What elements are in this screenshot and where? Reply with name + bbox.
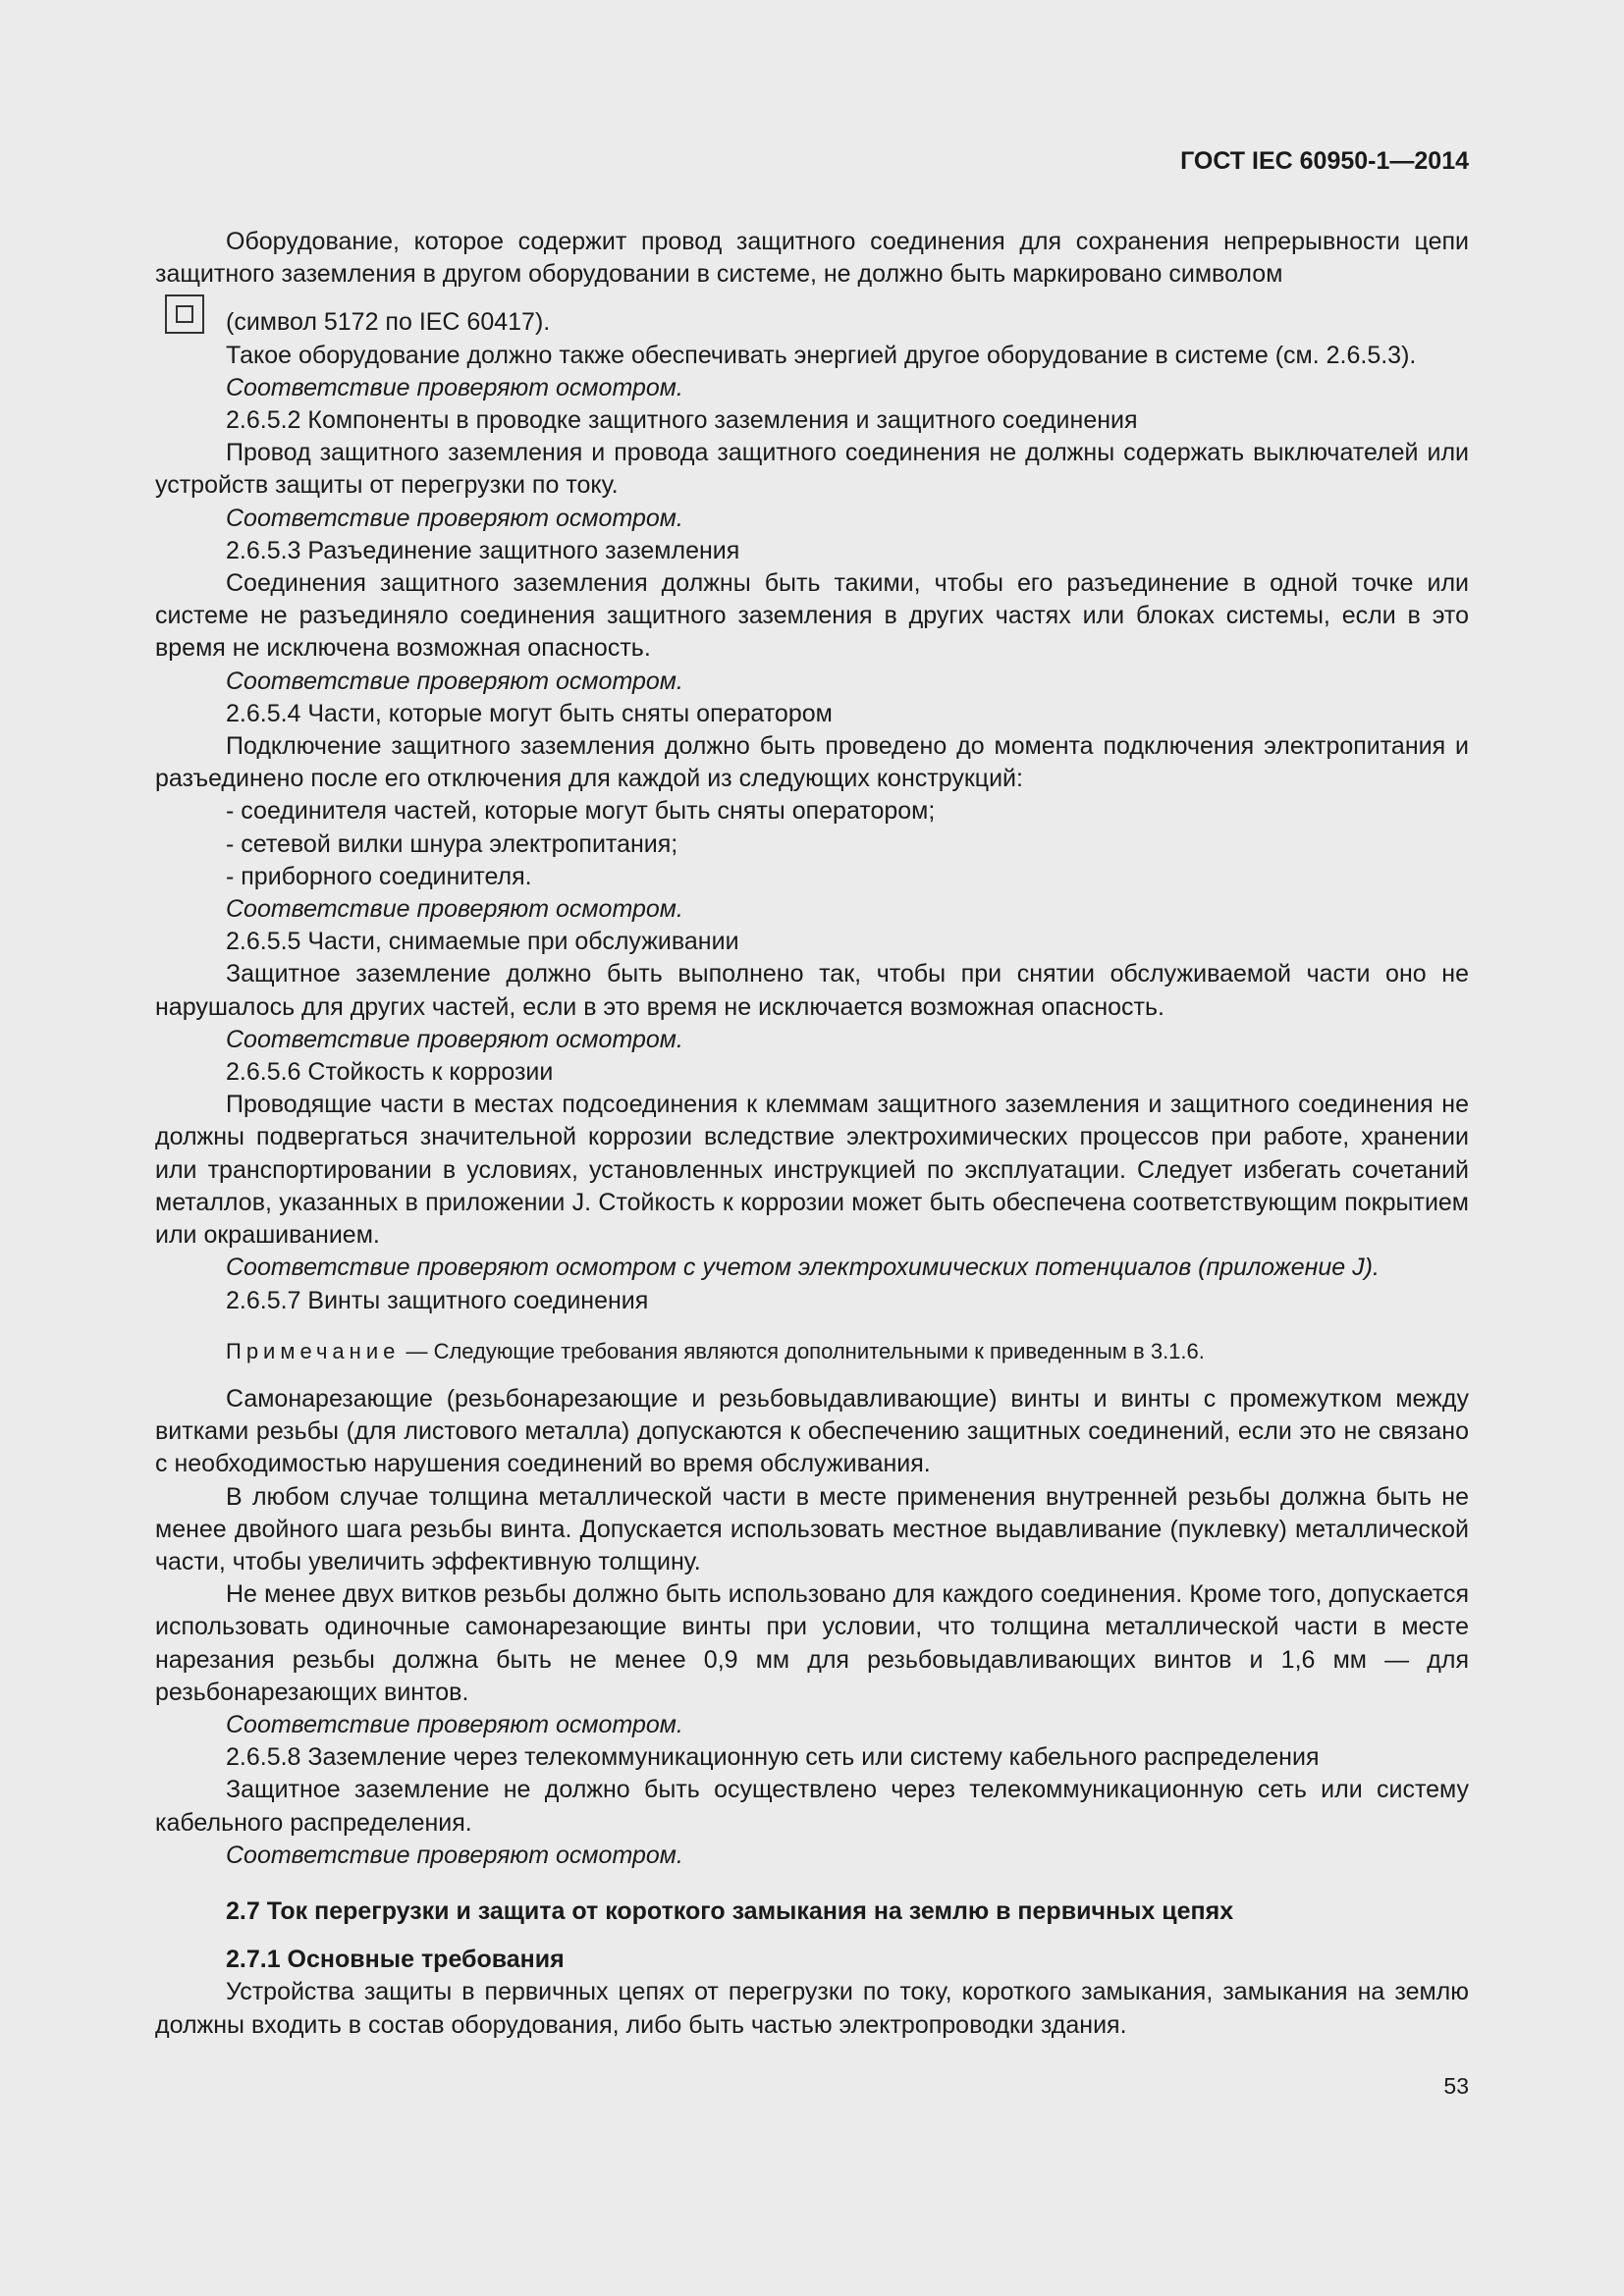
document-header: ГОСТ IEC 60950-1—2014: [1180, 147, 1469, 175]
section-heading: 2.6.5.6 Стойкость к коррозии: [226, 1058, 554, 1087]
paragraph: Подключение защитного заземления должно быть проведено до момента подключения электропитания и разъединено после его отключения для каждой из следующих конструкций:: [155, 732, 1469, 793]
note: [155, 1335, 1469, 1367]
paragraph: Защитное заземление должно быть выполнено так, чтобы при снятии обслуживаемой части оно не нарушалось для других частей, если в это время не исключается возможная опасность.: [155, 960, 1469, 1021]
list-item: - приборного соединителя.: [226, 862, 532, 890]
section-heading: 2.6.5.5 Части, снимаемые при обслуживании: [226, 928, 739, 956]
paragraph: Самонарезающие (резьбонарезающие и резьбовыдавливающие) винты и винты с промежутком между витками резьбы (для листового металла) допускаются к обеспечению защитных соединений, если это не связано с необходимостью нарушения соединений во время обслуживания.: [155, 1384, 1469, 1478]
paragraph: Провод защитного заземления и провода защитного соединения не должны содержать выключателей или устройств защиты от перегрузки по току.: [155, 439, 1469, 500]
list-item: - соединителя частей, которые могут быть сняты оператором;: [226, 797, 936, 826]
symbol-line: [155, 306, 1469, 339]
compliance-check: Соответствие проверяют осмотром.: [226, 504, 683, 532]
paragraph: Такое оборудование должно также обеспечивать энергией другое оборудование в системе (см. 2.6.5.3).: [226, 341, 1417, 369]
symbol-reference: (символ 5172 по IEC 60417).: [226, 308, 551, 337]
paragraph: В любом случае толщина металлической части в месте применения внутренней резьбы должна быть не менее двойного шага резьбы винта. Допускается использовать местное выдавливание (пуклевку) металлической части, чтобы увеличить эффективную толщину.: [155, 1482, 1469, 1575]
protective-bonding-symbol-icon: [165, 294, 204, 334]
note-text: — Следующие требования являются дополнительными к приведенным в 3.1.6.: [400, 1338, 1205, 1363]
page-number: 53: [1443, 2073, 1469, 2099]
subsection-heading-bold: 2.7.1 Основные требования: [226, 1946, 565, 1974]
paragraph: Защитное заземление не должно быть осуществлено через телекоммуникационную сеть или систему кабельного распределения.: [155, 1776, 1469, 1837]
compliance-check: Соответствие проверяют осмотром.: [226, 1710, 683, 1738]
list-item: - сетевой вилки шнура электропитания;: [226, 829, 678, 858]
compliance-check: Соответствие проверяют осмотром.: [226, 895, 683, 924]
paragraph: Соединения защитного заземления должны быть такими, чтобы его разъединение в одной точке или системе не разъединяло соединения защитного заземления в других частях или блоках системы, если в это время не исключена возможная опасность.: [155, 569, 1469, 663]
compliance-check: Соответствие проверяют осмотром.: [226, 667, 683, 695]
compliance-check: Соответствие проверяют осмотром.: [226, 373, 683, 401]
paragraph: Не менее двух витков резьбы должно быть использовано для каждого соединения. Кроме того, допускается использовать одиночные самонарезающие винты при условии, что толщина металлической части в месте нарезания резьбы должна быть не менее 0,9 мм для резьбовыдавливающих винтов и 1,6 мм — для резьбонарезающих винтов.: [155, 1580, 1469, 1706]
note-label: Примечание: [226, 1338, 401, 1363]
paragraph: Устройства защиты в первичных цепях от перегрузки по току, короткого замыкания, замыкания на землю должны входить в состав оборудования, либо быть частью электропроводки здания.: [155, 1978, 1469, 2039]
section-heading: 2.6.5.4 Части, которые могут быть сняты оператором: [226, 699, 833, 727]
section-heading: 2.6.5.2 Компоненты в проводке защитного заземления и защитного соединения: [226, 406, 1138, 435]
paragraph: Проводящие части в местах подсоединения к клеммам защитного заземления и защитного соединения не должны подвергаться значительной коррозии вследствие электрохимических процессов при работе, хранении или транспортировании в условиях, установленных инструкцией по эксплуатации. Следует избегать сочетаний металлов, указанных в приложении J. Стойкость к коррозии может быть обеспечена соответствующим покрытием или окрашиванием.: [155, 1091, 1469, 1250]
compliance-check: Соответствие проверяют осмотром.: [226, 1025, 683, 1053]
compliance-check: Соответствие проверяют осмотром с учетом электрохимических потенциалов (приложение J).: [226, 1254, 1380, 1282]
section-heading: 2.6.5.3 Разъединение защитного заземления: [226, 536, 740, 564]
section-heading: 2.6.5.8 Заземление через телекоммуникационную сеть или систему кабельного распределения: [226, 1743, 1320, 1772]
compliance-check: Соответствие проверяют осмотром.: [226, 1841, 683, 1869]
document-body: [155, 226, 1469, 2042]
section-heading-bold: 2.7 Ток перегрузки и защита от короткого замыкания на землю в первичных цепях: [226, 1896, 1234, 1925]
section-heading: 2.6.5.7 Винты защитного соединения: [226, 1286, 649, 1314]
paragraph: Оборудование, которое содержит провод защитного соединения для сохранения непрерывности цепи защитного заземления в другом оборудовании в системе, не должно быть маркировано символом: [155, 228, 1469, 289]
